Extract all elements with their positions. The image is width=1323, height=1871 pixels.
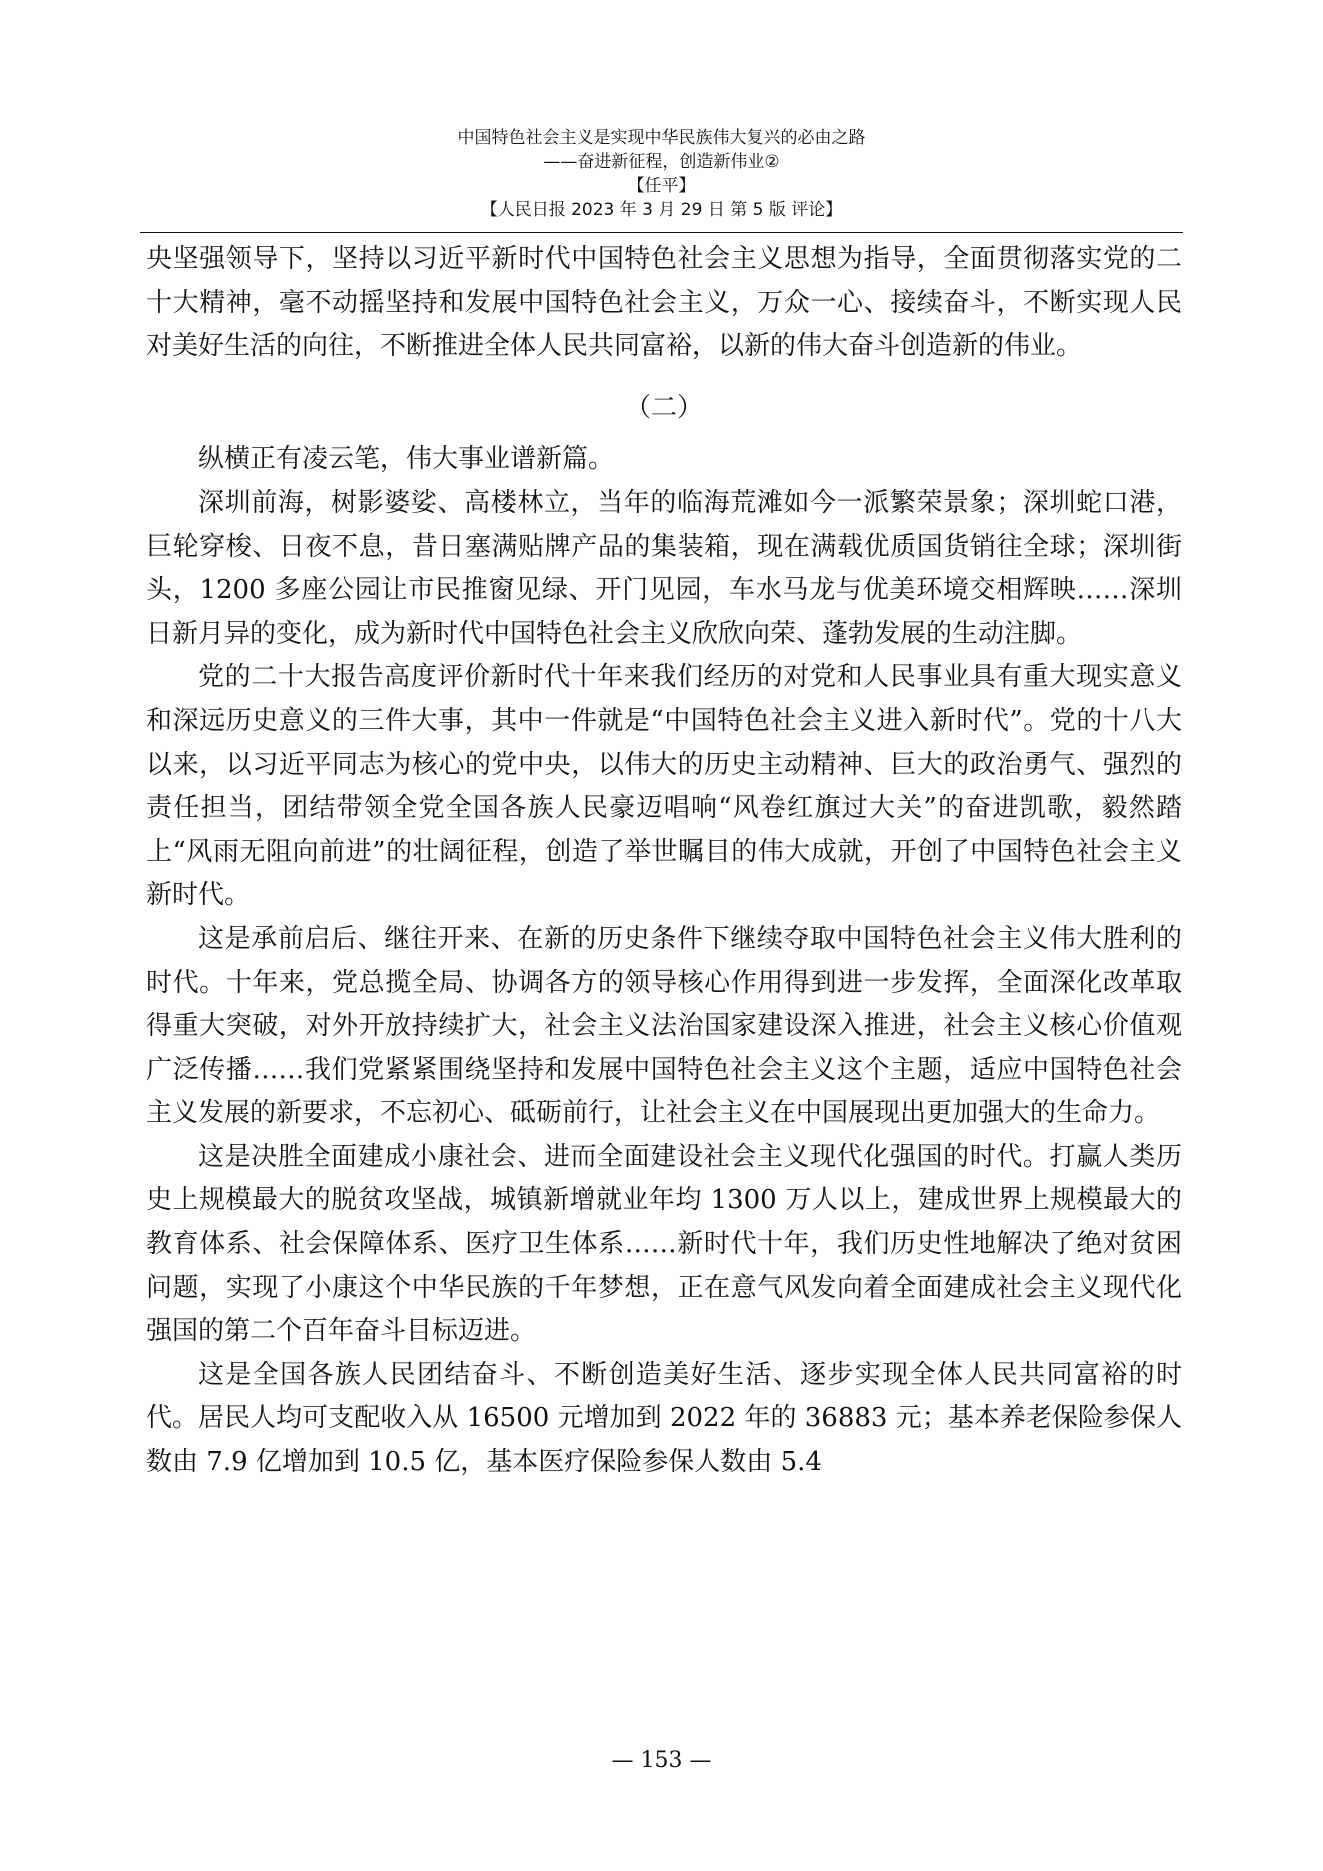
article-subtitle: ——奋进新征程，创造新伟业② bbox=[543, 152, 780, 172]
article-title: 中国特色社会主义是实现中华民族伟大复兴的必由之路 bbox=[457, 128, 866, 148]
body-paragraph: 这是承前启后、继往开来、在新的历史条件下继续夺取中国特色社会主义伟大胜利的时代。十年来，党总揽全局、协调各方的领导核心作用得到进一步发挥，全面深化改革取得重大突破，对外开放持续扩大，社会主义法治国家建设深入推进，社会主义核心价值观广泛传播……我们党紧紧围绕坚持和发展中国特色社会主义这个主题，适应中国特色社会主义发展的新要求，不忘初心、砥砺前行，让社会主义在中国展现出更加强大的生命力。 bbox=[146, 923, 1182, 1129]
body-paragraph: 纵横正有凌云笔，伟大事业谱新篇。 bbox=[198, 444, 615, 475]
body-paragraph: 深圳前海，树影婆娑、高楼林立，当年的临海荒滩如今一派繁荣景象；深圳蛇口港，巨轮穿梭、日夜不息，昔日塞满贴牌产品的集装箱，现在满载优质国货销往全球；深圳街头，1200 多座公园让市民推窗见绿、开门见园，车水马龙与优美环境交相辉映……深圳日新月异的变化，成为新时代中国特色社会主义欣欣向荣、蓬勃发展的生动注脚。 bbox=[146, 487, 1182, 649]
body-paragraph: 党的二十大报告高度评价新时代十年来我们经历的对党和人民事业具有重大现实意义和深远历史意义的三件大事，其中一件就是“中国特色社会主义进入新时代”。党的十八大以来，以习近平同志为核心的党中央，以伟大的历史主动精神、巨大的政治勇气、强烈的责任担当，团结带领全党全国各族人民豪迈唱响“风卷红旗过大关”的奋进凯歌，毅然踏上“风雨无阻向前进”的壮阔征程，创造了举世瞩目的伟大成就，开创了中国特色社会主义新时代。 bbox=[146, 662, 1182, 911]
page-number: — 153 — bbox=[611, 1748, 712, 1773]
article-author: 【任平】 bbox=[627, 176, 696, 196]
header-divider bbox=[140, 232, 1183, 233]
body-paragraph: 这是全国各族人民团结奋斗、不断创造美好生活、逐步实现全体人民共同富裕的时代。居民人均可支配收入从 16500 元增加到 2022 年的 36883 元；基本养老保险参保人数由 7.9 亿增加到 10.5 亿，基本医疗保险参保人数由 5.4 bbox=[146, 1359, 1182, 1478]
intro-paragraph: 央坚强领导下，坚持以习近平新时代中国特色社会主义思想为指导，全面贯彻落实党的二十大精神，毫不动摇坚持和发展中国特色社会主义，万众一心、接续奋斗，不断实现人民对美好生活的向往，不断推进全体人民共同富裕，以新的伟大奋斗创造新的伟业。 bbox=[146, 244, 1182, 362]
article-header bbox=[140, 126, 1183, 222]
article-body bbox=[146, 238, 1182, 1485]
article-source: 【人民日报 2023 年 3 月 29 日 第 5 版 评论】 bbox=[480, 200, 843, 220]
body-paragraph: 这是决胜全面建成小康社会、进而全面建设社会主义现代化强国的时代。打赢人类历史上规模最大的脱贫攻坚战，城镇新增就业年均 1300 万人以上，建成世界上规模最大的教育体系、社会保障体系、医疗卫生体系……新时代十年，我们历史性地解决了绝对贫困问题，实现了小康这个中华民族的千年梦想，正在意气风发向着全面建成社会主义现代化强国的第二个百年奋斗目标迈进。 bbox=[146, 1141, 1182, 1347]
section-heading: （二） bbox=[624, 392, 703, 423]
